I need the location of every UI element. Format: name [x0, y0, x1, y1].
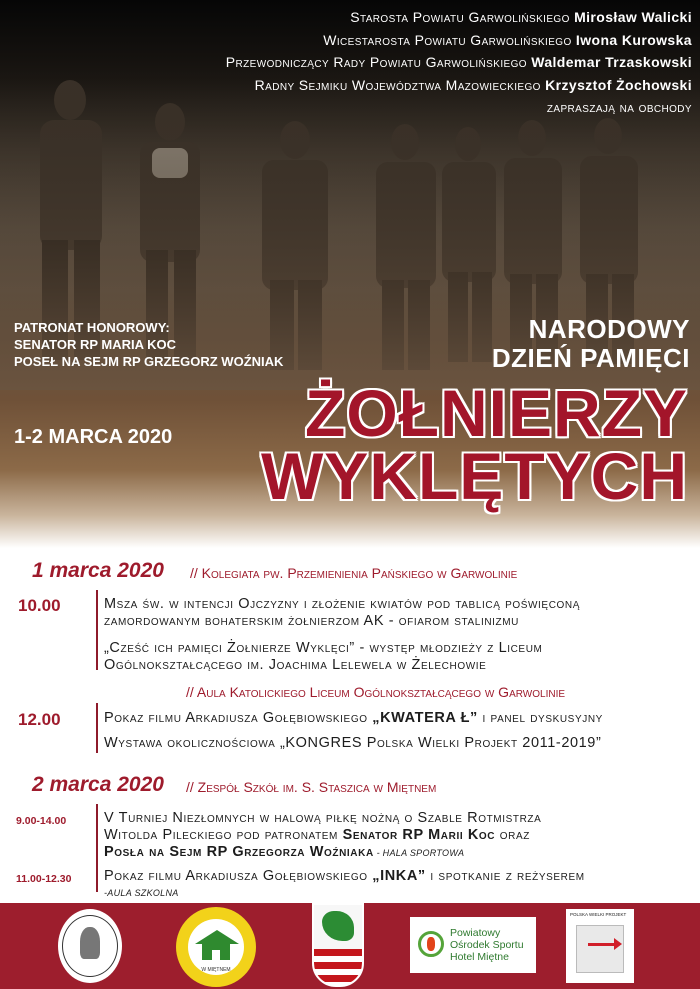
title-big-1: ŻOŁNIERZY — [305, 376, 688, 450]
day2-slot2-text: Pokaz filmu Arkadiusza Gołębiowskiego „INKA” i spotkanie z reżyserem -AULA SZKOLNA — [104, 868, 585, 898]
crest-stripes — [314, 949, 362, 987]
footer-logos — [0, 903, 700, 989]
day2-venue: // Zespół Szkół im. S. Staszica w Miętnem — [186, 779, 437, 795]
day1-venue: // Kolegiata pw. Przemienienia Pańskiego w Garwolinie — [190, 565, 518, 581]
day1-slot2-time: 12.00 — [18, 710, 61, 729]
portrait-icon — [80, 927, 100, 959]
school-lelewel-logo — [58, 909, 122, 983]
day1-venue-2: // Aula Katolickiego Liceum Ogólnokształcącego w Garwolinie — [186, 684, 566, 700]
day2-slot1-text: V Turniej Niezłomnych w halową piłkę nożną o Szable Rotmistrza Witolda Pileckiego pod patronatem Senator RP Marii Koc oraz Posła na Sejm RP Grzegorza Woźniaka - HALA SPORTOWA — [104, 810, 542, 860]
event-dates: 1-2 MARCA 2020 — [14, 426, 173, 448]
organizers-header — [226, 6, 692, 119]
powiat-crest-logo — [312, 903, 364, 987]
house-door — [212, 950, 220, 960]
day1-slot2-text: Pokaz filmu Arkadiusza Gołębiowskiego „KWATERA Ł” i panel dyskusyjny Wystawa okolicznościowa „KONGRES Polska Wielki Projekt 2011-2019” — [104, 710, 603, 751]
day2-slot1-time: 9.00-14.00 — [16, 815, 67, 827]
day2-slot2-time: 11.00-12.30 — [16, 873, 72, 885]
organizer-line: Wicestarosta Powiatu Garwolińskiego Iwona Kurowska — [323, 31, 692, 48]
organizer-line: Radny Sejmiku Województwa Mazowieckiego Krzysztof Żochowski — [254, 76, 692, 93]
title-line-1: NARODOWY — [528, 314, 690, 344]
honorary-patronage: PATRONAT HONOROWY: SENATOR RP MARIA KOC POSEŁ NA SEJM RP GRZEGORZ WOŹNIAK — [14, 320, 284, 369]
organizer-line: Przewodniczący Rady Powiatu Garwolińskiego Waldemar Trzaskowski — [225, 54, 692, 70]
title-line-2: DZIEŃ PAMIĘCI — [491, 343, 690, 373]
title-big-2: WYKLĘTYCH — [261, 439, 688, 513]
day1-slot1-time: 10.00 — [18, 596, 61, 615]
zss-caption: W MIĘTNEM — [201, 967, 231, 973]
day1-slot1-text: Msza św. w intencji Ojczyzny i złożenie kwiatów pod tablicą poświęconą zamordowanym bohaterskim żołnierzom AK - ofiarom stalinizmu „Cześć ich pamięci Żołnierze Wyklęci” - występ młodzieży z Liceum Ogólnokształcącego im. Joachima Lelewela w Żelechowie — [104, 596, 580, 673]
polska-wielki-projekt-logo: POLSKA WIELKI PROJEKT — [566, 909, 634, 983]
day2-date: 2 marca 2020 — [32, 773, 164, 796]
divider-bar — [96, 590, 98, 670]
day1-date: 1 marca 2020 — [32, 559, 164, 582]
arrow-head-icon — [614, 938, 622, 950]
posir-logo: Powiatowy Ośrodek Sportu Hotel Miętne — [410, 917, 536, 973]
organizer-line: Starosta Powiatu Garwolińskiego Mirosław Walicki — [350, 9, 692, 25]
house-roof-icon — [195, 930, 239, 944]
divider-bar — [96, 703, 98, 753]
posir-figure-icon — [427, 937, 435, 951]
zss-mietne-logo — [176, 907, 256, 987]
divider-bar — [96, 804, 98, 892]
invite-text: zapraszają na obchody — [546, 99, 692, 115]
